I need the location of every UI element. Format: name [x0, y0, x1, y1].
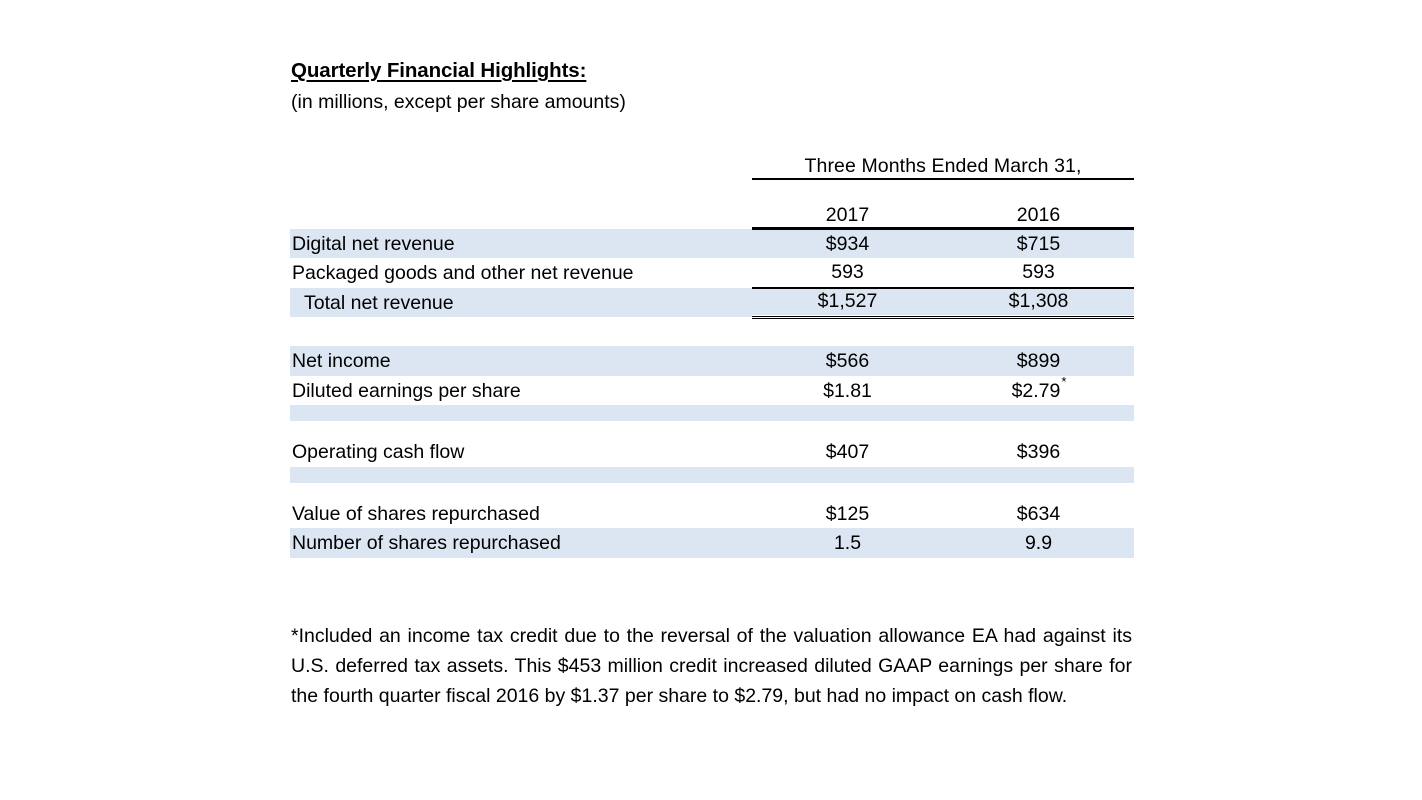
table-row [290, 346, 1134, 376]
table-row [290, 499, 1134, 529]
cell-digital-net-revenue-2017: $934 [752, 229, 943, 259]
column-header-2016: 2016 [943, 199, 1134, 229]
spacer-cell [752, 405, 943, 421]
spacer-cell [290, 421, 752, 437]
spacer-cell [943, 317, 1134, 346]
cell-operating-cash-flow-2017: $407 [825, 441, 870, 464]
header-spacer-cell-2017 [752, 179, 943, 199]
table-body [290, 229, 1134, 558]
spacer-cell [290, 483, 752, 499]
spacer-cell [290, 317, 752, 346]
row-label-value-shares-repurchased: Value of shares repurchased [292, 502, 540, 525]
header-spacer-cell [290, 179, 752, 199]
spacer-cell [943, 467, 1134, 483]
table-spacer-row [290, 421, 1134, 437]
cell-total-net-revenue-2016: $1,308 [943, 288, 1134, 318]
financial-highlights-table [290, 148, 1134, 558]
heading-block [291, 58, 1151, 116]
spacer-cell [752, 317, 943, 346]
table-row-total [290, 288, 1134, 318]
row-label-packaged-goods-net-revenue: Packaged goods and other net revenue [292, 262, 634, 285]
table-header-year-row [290, 199, 1134, 229]
table-row [290, 258, 1134, 288]
cell-diluted-eps-2016 [943, 376, 1134, 406]
table-row [290, 229, 1134, 259]
row-label-operating-cash-flow: Operating cash flow [292, 441, 465, 464]
header-year-blank-cell [290, 199, 752, 229]
row-label-number-shares-repurchased: Number of shares repurchased [290, 528, 752, 558]
footnote-marker-icon: * [1061, 374, 1067, 390]
spacer-cell [943, 483, 1134, 499]
cell-diluted-eps-2017: $1.81 [823, 379, 872, 402]
table-row [290, 437, 1134, 467]
table-header-span-row [290, 148, 1134, 179]
cell-total-net-revenue-2017: $1,527 [752, 288, 943, 318]
table-row [290, 528, 1134, 558]
cell-digital-net-revenue-2016: $715 [943, 229, 1134, 259]
spacer-cell [943, 421, 1134, 437]
row-label-digital-net-revenue: Digital net revenue [290, 229, 752, 259]
table-header [290, 148, 1134, 229]
page-title: Quarterly Financial Highlights: [291, 59, 587, 82]
cell-net-income-2017: $566 [752, 346, 943, 376]
table-spacer-row [290, 317, 1134, 346]
table-spacer-row [290, 483, 1134, 499]
cell-number-shares-repurchased-2017: 1.5 [752, 528, 943, 558]
row-label-total-net-revenue: Total net revenue [290, 288, 752, 318]
spacer-cell [752, 421, 943, 437]
spacer-cell [943, 405, 1134, 421]
table-spacer-row-shaded [290, 405, 1134, 421]
spacer-cell [752, 467, 943, 483]
header-blank-cell [290, 148, 752, 179]
spacer-cell [290, 405, 752, 421]
cell-value-shares-repurchased-2017: $125 [825, 502, 870, 525]
cell-packaged-goods-2017: 593 [831, 261, 864, 284]
cell-net-income-2016: $899 [943, 346, 1134, 376]
table-row [290, 376, 1134, 406]
column-group-header-period: Three Months Ended March 31, [752, 148, 1134, 179]
cell-packaged-goods-2016: 593 [1022, 261, 1055, 284]
spacer-cell [290, 467, 752, 483]
cell-number-shares-repurchased-2016: 9.9 [943, 528, 1134, 558]
cell-operating-cash-flow-2016: $396 [1016, 441, 1061, 464]
row-label-diluted-eps: Diluted earnings per share [292, 379, 521, 402]
column-header-2017: 2017 [752, 199, 943, 229]
header-spacer-cell-2016 [943, 179, 1134, 199]
table-header-spacer-row [290, 179, 1134, 199]
row-label-net-income: Net income [290, 346, 752, 376]
footnote-paragraph: *Included an income tax credit due to the reversal of the valuation allowance EA had against its U.S. deferred tax assets. This $453 million credit increased diluted GAAP earnings per share for the fourth quarter fiscal 2016 by $1.37 per share to $2.79, but had no impact on cash flow. [291, 625, 1132, 707]
spacer-cell [752, 483, 943, 499]
cell-diluted-eps-2016-value: $2.79 [1011, 379, 1061, 402]
footnote-text [291, 621, 1132, 711]
table-spacer-row-shaded [290, 467, 1134, 483]
cell-value-shares-repurchased-2016: $634 [1016, 502, 1061, 525]
page-subtitle: (in millions, except per share amounts) [291, 91, 626, 113]
